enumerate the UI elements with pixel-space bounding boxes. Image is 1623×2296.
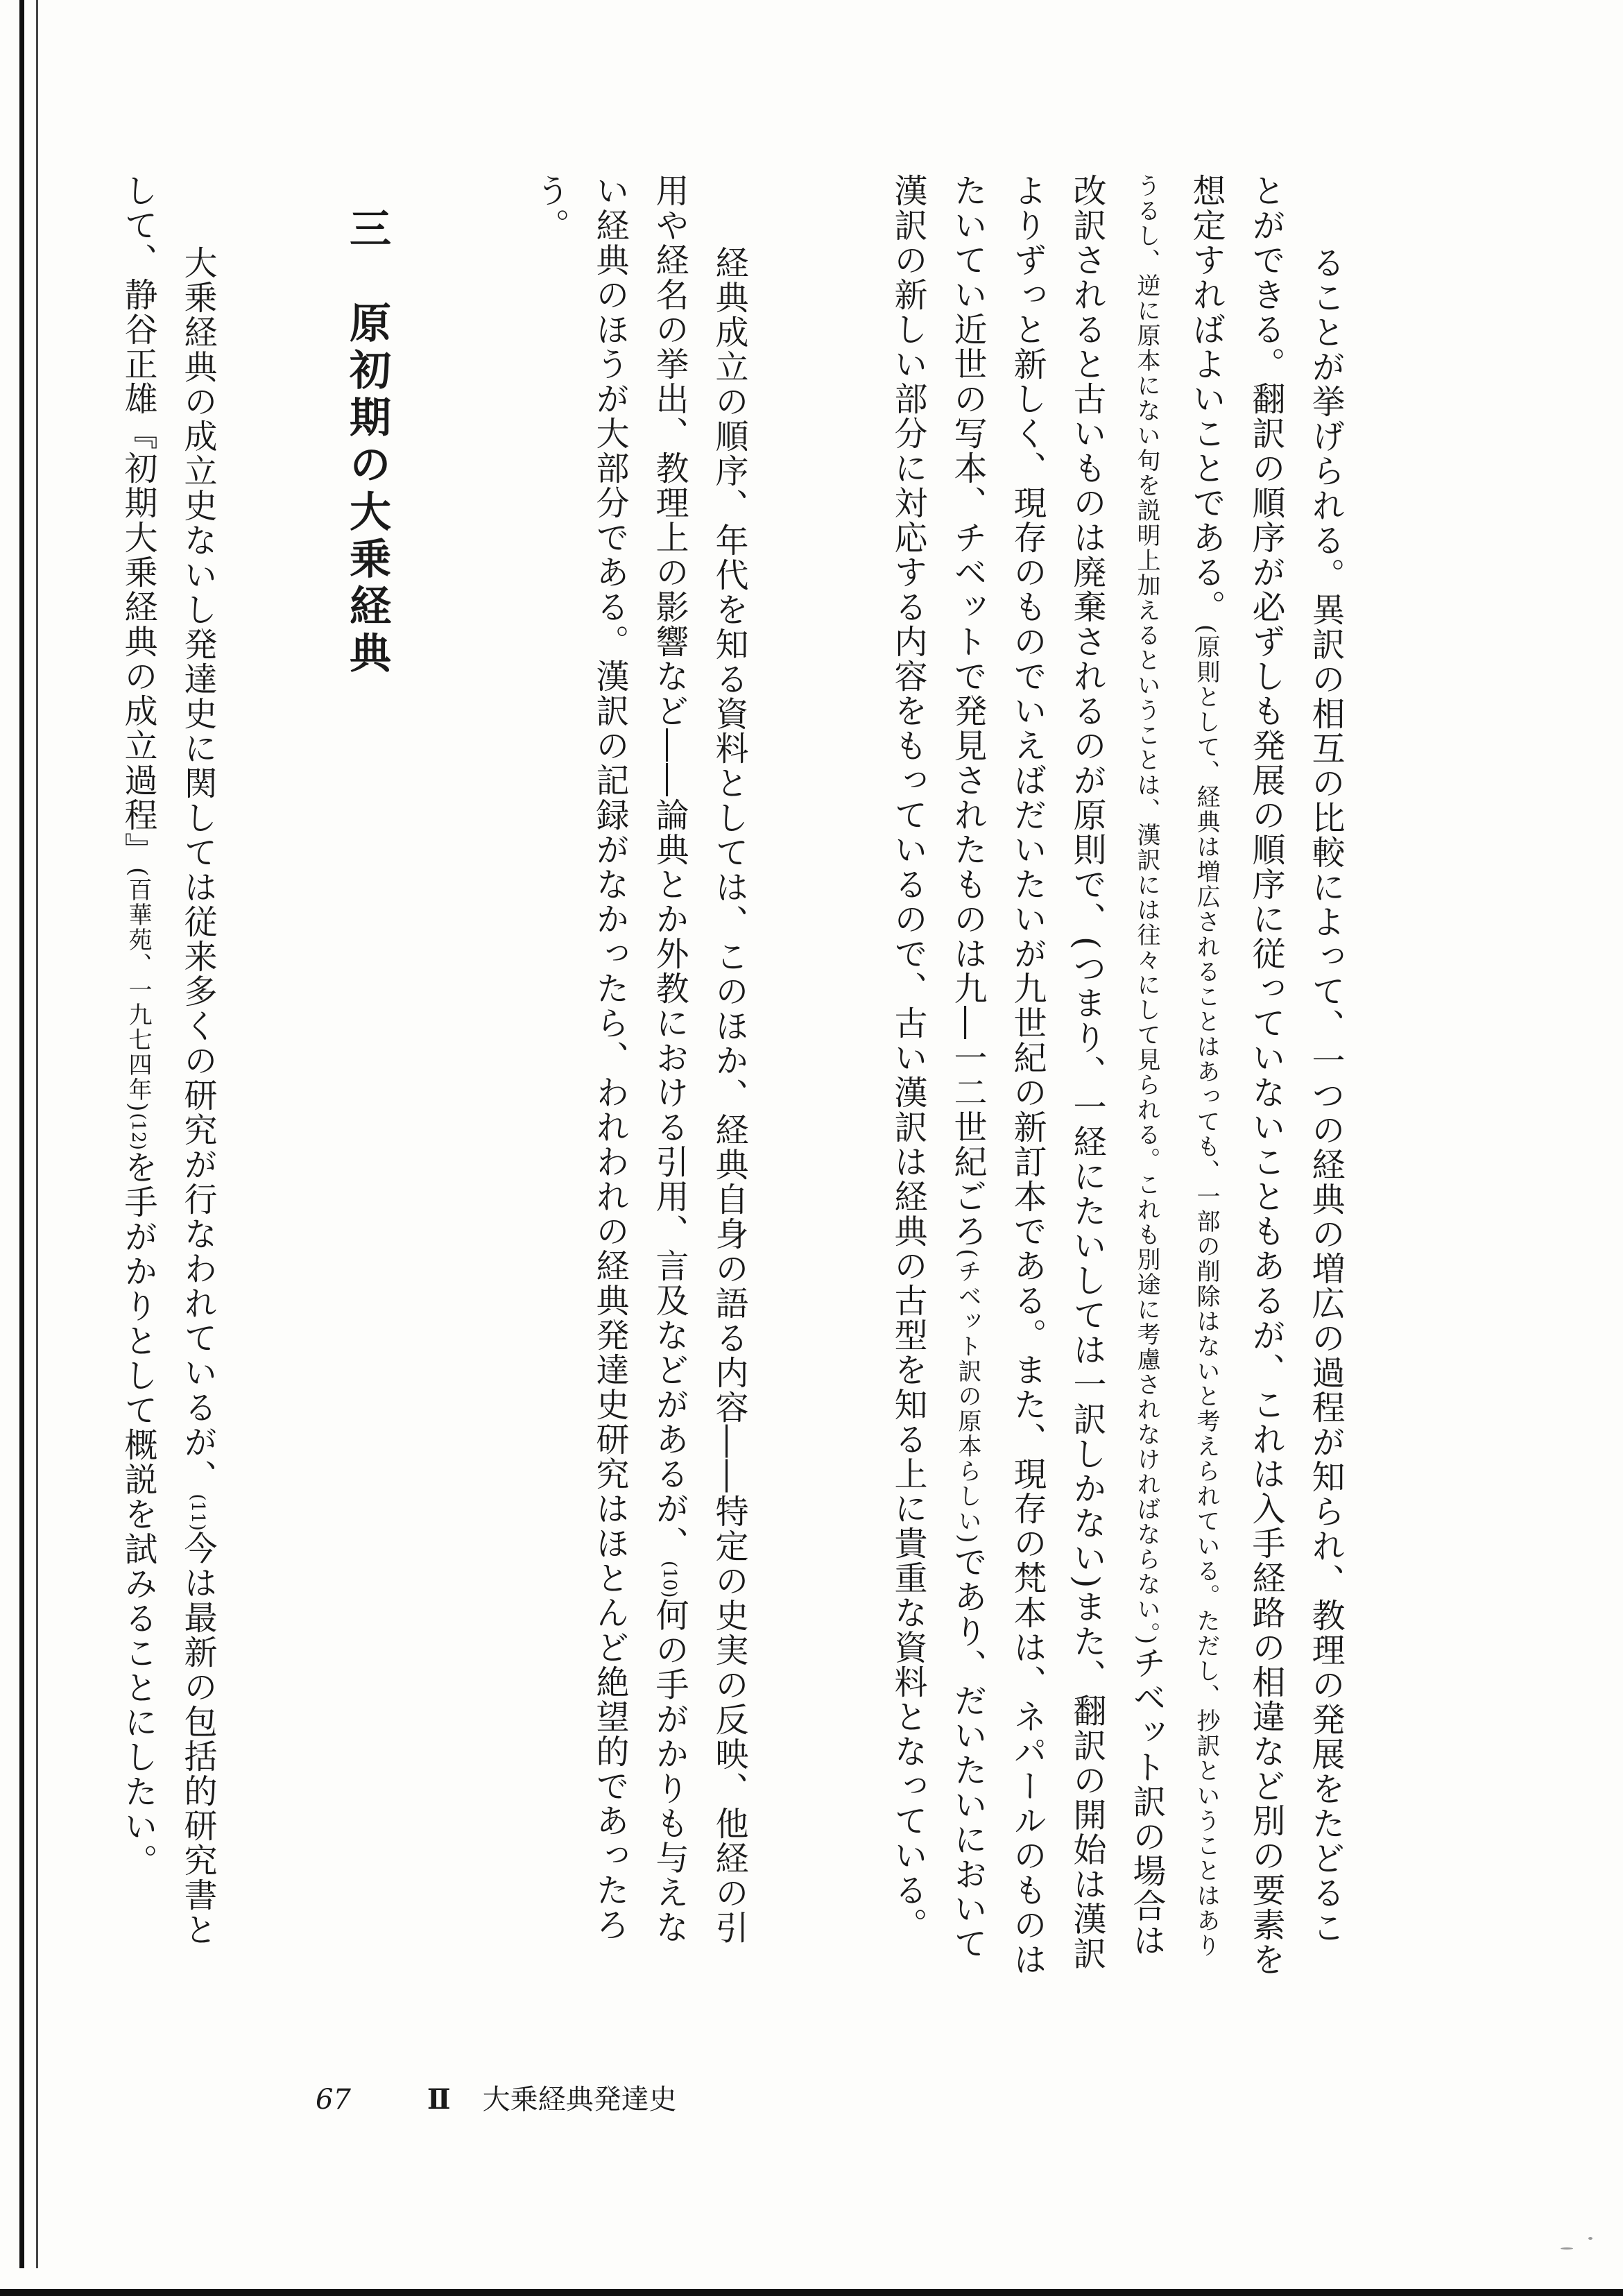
paragraph-2 [461, 173, 818, 1977]
paragraph-3 [49, 173, 287, 1977]
section-heading: 三 原初期の大乗経典 [343, 207, 391, 678]
scan-speck [1561, 2247, 1573, 2250]
text-segment: ることが挙げられる。異訳の相互の比較によって、一つの経典の増広の過程が知られ、教理の発展をたどることができる。翻訳の順序が必ずしも発展の順序に従っていないこともあるが、これは入手経路の相違など別の要素を想定すればよいことである。 [1187, 173, 1345, 1977]
text-segment: 大乗経典の成立史ないし発達史に関しては従来多くの研究が行なわれているが、 [178, 245, 217, 1494]
parenthetical-note: (チベット訳の原本らしい) [954, 1249, 981, 1545]
page-number: 67 [316, 2084, 351, 2116]
text-segment: チベット訳の場合は改訳されると古いものは廃棄されるのが原則で、(つまり、一経にたいしては一訳しかない)また、翻訳の開始は漢訳よりずっと新しく、現存のものでいえばだいたいが九世紀の新訂本である。また、現存の梵本は、ネパールのものはたいてい近世の写本、チベットで発見されたものは九―一二世紀ごろ [948, 173, 1166, 1977]
text-segment: を手がかりとして概説を試みることにしたい。 [119, 1149, 157, 1878]
text-segment: 何の手がかりも与えない経典のほうが大部分である。漢訳の記録がなかったら、われわれの経典発達史研究はほとんど絶望的であったろう。 [531, 173, 689, 1945]
text-segment: 経典成立の順序、年代を知る資料としては、このほか、経典自身の語る内容――特定の史実の反映、他経の引用や経名の挙出、教理上の影響など――論典とか外教における引用、言及などがあるが、 [650, 173, 748, 1945]
text-segment: 今は最新の包括的研究書として、静谷正雄『初期大乗経典の成立過程』 [119, 173, 217, 1947]
footnote-marker: (10) [659, 1561, 680, 1598]
parenthetical-note: (原則として、経典は増広されることはあっても、一部の削除はないと考えられている。ただし、抄訳ということはありうるし、逆に原本にない句を説明上加えるということは、漢訳には往々にして見られる。これも別途に考慮されなければならない。) [1133, 173, 1220, 1959]
page-footer [316, 2077, 677, 2116]
text-segment: であり、だいたいにおいて漢訳の新しい部分に対応する内容をもっているので、古い漢訳は経典の古型を知る上に貴重な資料となっている。 [888, 173, 987, 1961]
paragraph-1 [818, 173, 1415, 1977]
bottom-scan-edge [0, 2289, 1623, 2296]
binding-edge-line-thin [36, 0, 38, 2268]
binding-edge-line [19, 0, 24, 2268]
parenthetical-note: (百華苑、一九七四年) [124, 867, 152, 1113]
footnote-marker: (12) [128, 1113, 148, 1150]
scan-speck [1588, 2237, 1592, 2240]
chapter-title: 大乗経典発達史 [482, 2084, 677, 2116]
part-number: Ⅱ [427, 2083, 451, 2116]
vertical-body-text [55, 173, 1415, 1977]
footnote-marker: (11) [187, 1493, 208, 1531]
